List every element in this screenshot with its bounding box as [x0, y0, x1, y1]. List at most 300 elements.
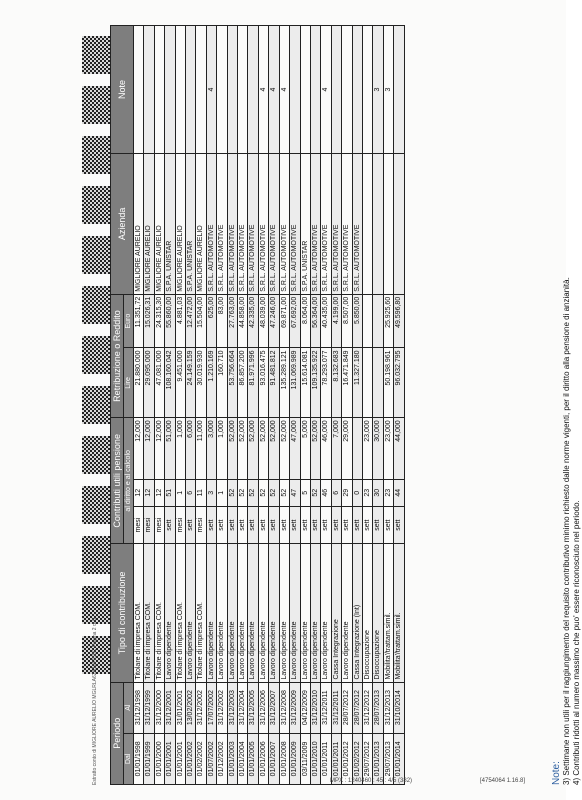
cell-tipo: Lavoro dipendente: [342, 544, 352, 682]
cell-n: 5: [300, 479, 310, 506]
cell-lire: 131.069.989: [290, 348, 300, 418]
cell-note: [290, 26, 300, 154]
cell-euro: 27.763,00: [227, 294, 237, 348]
cell-al: 04/12/2009: [300, 682, 310, 733]
cell-note: [310, 26, 320, 154]
cell-tipo: Lavoro dipendente: [206, 544, 216, 682]
cell-dal: 01/01/2012: [342, 733, 352, 784]
cell-tipo: Mobilita'/trattam.simil.: [394, 544, 404, 682]
cell-az: MIGLIORE AURELIO: [134, 154, 144, 295]
col-lire: Lire: [124, 348, 134, 418]
cell-euro: 24.315,30: [154, 294, 164, 348]
cell-n: 51: [165, 479, 175, 506]
table-body: [134, 26, 405, 785]
cell-az: S.R.L. AUTOMOTIVE: [352, 154, 362, 295]
cell-az: [362, 154, 372, 295]
cell-lire: 81.971.996: [248, 348, 258, 418]
cell-dal: 01/02/2002: [196, 733, 206, 784]
cell-u: mesi: [134, 506, 144, 543]
cell-lire: 16.471.849: [342, 348, 352, 418]
cell-note: [196, 26, 206, 154]
cell-az: S.R.L. AUTOMOTIVE: [206, 154, 216, 295]
cell-c: 12,000: [154, 418, 164, 479]
cell-euro: 67.692,00: [290, 294, 300, 348]
cell-dal: 01/01/2008: [279, 733, 289, 784]
cell-euro: 4.881,03: [175, 294, 185, 348]
cell-lire: 109.135.922: [310, 348, 320, 418]
cell-az: S.R.L. AUTOMOTIVE: [310, 154, 320, 295]
cell-c: 52,000: [310, 418, 320, 479]
cell-c: 51,000: [165, 418, 175, 479]
cell-u: sett: [206, 506, 216, 543]
cell-lire: [362, 348, 372, 418]
cell-note: [362, 26, 372, 154]
cell-euro: 48.039,00: [258, 294, 268, 348]
cell-u: mesi: [175, 506, 185, 543]
cell-tipo: Lavoro dipendente: [217, 544, 227, 682]
note-3: 3) Settimane non utili per il raggiungimento del requisito contributivo minimo richiesto dalle norme vigenti, per il diritto alla pensione di anzianità.: [562, 277, 571, 785]
cell-az: S.R.L. AUTOMOTIVE: [227, 154, 237, 295]
cell-al: 31/12/2011: [321, 682, 331, 733]
cell-note: [186, 26, 196, 154]
cell-u: sett: [331, 506, 341, 543]
table-row: [269, 26, 279, 785]
cell-note: [331, 26, 341, 154]
cell-az: S.R.L. AUTOMOTIVE: [331, 154, 341, 295]
cell-euro: [373, 294, 383, 348]
cell-dal: 01/01/2011: [331, 733, 341, 784]
cell-lire: 96.032.795: [394, 348, 404, 418]
cell-note: [144, 26, 154, 154]
cell-c: 47,000: [290, 418, 300, 479]
cell-note: 4: [279, 26, 289, 154]
cell-dal: 01/01/2009: [290, 733, 300, 784]
table-row: [144, 26, 154, 785]
cell-c: 52,000: [238, 418, 248, 479]
table-row: [165, 26, 175, 785]
cell-tipo: Lavoro dipendente: [248, 544, 258, 682]
cell-euro: 44.858,00: [238, 294, 248, 348]
page-footer: Estratto conto di MIGLIORE AURELIO MGLRLA62A10F158C Pagina 2 di 5: [92, 617, 98, 785]
cell-tipo: Lavoro dipendente: [269, 544, 279, 682]
cell-al: 31/01/2001: [175, 682, 185, 733]
cell-n: 52: [258, 479, 268, 506]
cell-dal: 01/01/2003: [227, 733, 237, 784]
cell-tipo: Lavoro dipendente: [300, 544, 310, 682]
cell-az: S.P.A. UNISTAR: [186, 154, 196, 295]
col-contributi: Contributi utili pensione: [111, 418, 124, 544]
cell-note: [134, 26, 144, 154]
cell-euro: 15.504,00: [196, 294, 206, 348]
cell-dal: 01/01/2004: [238, 733, 248, 784]
cell-az: MIGLIORE AURELIO: [175, 154, 185, 295]
cell-az: S.R.L. AUTOMOTIVE: [217, 154, 227, 295]
cell-dal: 01/12/2002: [217, 733, 227, 784]
cell-note: 3: [373, 26, 383, 154]
cell-c: 52,000: [248, 418, 258, 479]
table-row: [394, 26, 404, 785]
cell-note: 4: [258, 26, 268, 154]
cell-n: 29: [342, 479, 352, 506]
cell-euro: 8.064,00: [300, 294, 310, 348]
cell-az: MIGLIORE AURELIO: [196, 154, 206, 295]
cell-az: MIGLIORE AURELIO: [154, 154, 164, 295]
cell-euro: 11.351,72: [134, 294, 144, 348]
cell-dal: 29/07/2013: [383, 733, 393, 784]
cell-euro: 625,00: [206, 294, 216, 348]
table-row: [362, 26, 372, 785]
cell-lire: 86.857.200: [238, 348, 248, 418]
cell-u: sett: [352, 506, 362, 543]
cell-c: 1,000: [217, 418, 227, 479]
table-row: [290, 26, 300, 785]
cell-c: 12,000: [144, 418, 154, 479]
cell-n: 12: [154, 479, 164, 506]
table-row: [238, 26, 248, 785]
cell-n: 46: [321, 479, 331, 506]
cell-tipo: Lavoro dipendente: [279, 544, 289, 682]
cell-u: sett: [248, 506, 258, 543]
cell-az: [373, 154, 383, 295]
cell-az: S.P.A. UNISTAR: [165, 154, 175, 295]
cell-al: 28/07/2012: [342, 682, 352, 733]
table-row: [352, 26, 362, 785]
cell-az: [383, 154, 393, 295]
table-row: [279, 26, 289, 785]
cell-dal: 01/01/2007: [269, 733, 279, 784]
cell-u: sett: [165, 506, 175, 543]
cell-n: 52: [269, 479, 279, 506]
cell-az: S.P.A. UNISTAR: [300, 154, 310, 295]
col-note: Note: [111, 26, 134, 154]
table-row: [300, 26, 310, 785]
cell-dal: 01/01/2010: [310, 733, 320, 784]
cell-tipo: Disoccupazione: [362, 544, 372, 682]
table-row: [321, 26, 331, 785]
cell-n: 52: [279, 479, 289, 506]
cell-al: 31/12/2005: [248, 682, 258, 733]
cell-al: 17/07/2002: [206, 682, 216, 733]
cell-u: sett: [362, 506, 372, 543]
cell-az: [394, 154, 404, 295]
table-row: [373, 26, 383, 785]
cell-u: sett: [383, 506, 393, 543]
cell-tipo: Lavoro dipendente: [238, 544, 248, 682]
notes-title: Note:: [551, 761, 562, 785]
cell-tipo: Disoccupazione: [373, 544, 383, 682]
cell-u: mesi: [144, 506, 154, 543]
cell-az: S.R.L. AUTOMOTIVE: [342, 154, 352, 295]
cell-n: 23: [362, 479, 372, 506]
cell-dal: 01/01/2001: [175, 733, 185, 784]
cell-c: 29,000: [342, 418, 352, 479]
cell-euro: 5.850,00: [352, 294, 362, 348]
cell-euro: 49.596,80: [394, 294, 404, 348]
cell-u: sett: [373, 506, 383, 543]
cell-c: 3,000: [206, 418, 216, 479]
cell-euro: 55.860,00: [165, 294, 175, 348]
cell-c: 44,000: [394, 418, 404, 479]
cell-c: 46,000: [321, 418, 331, 479]
cell-note: [154, 26, 164, 154]
cell-lire: 9.451.000: [175, 348, 185, 418]
cell-note: [217, 26, 227, 154]
cell-al: 31/12/2002: [196, 682, 206, 733]
cell-az: MIGLIORE AURELIO: [144, 154, 154, 295]
cell-note: 4: [269, 26, 279, 154]
cell-tipo: Cassa Integrazione (Int): [352, 544, 362, 682]
cell-lire: 91.481.812: [269, 348, 279, 418]
stamp-left: MPX : 1240460 : 45 : 4/5 (382): [330, 778, 413, 784]
cell-tipo: Lavoro dipendente: [165, 544, 175, 682]
cell-c: 1,000: [175, 418, 185, 479]
cell-n: 3: [206, 479, 216, 506]
cell-dal: 01/02/2012: [352, 733, 362, 784]
col-al: Al: [124, 682, 134, 733]
cell-u: sett: [269, 506, 279, 543]
cell-n: 6: [331, 479, 341, 506]
cell-lire: 47.081.000: [154, 348, 164, 418]
cell-dal: 01/01/1999: [144, 733, 154, 784]
cell-al: 31/12/2013: [383, 682, 393, 733]
table-row: [217, 26, 227, 785]
cell-lire: 78.293.077: [321, 348, 331, 418]
table-row: [310, 26, 320, 785]
table-row: [248, 26, 258, 785]
cell-lire: 108.160.042: [165, 348, 175, 418]
cell-u: sett: [186, 506, 196, 543]
cell-lire: 160.710: [217, 348, 227, 418]
cell-n: 30: [373, 479, 383, 506]
table-row: [134, 26, 144, 785]
cell-note: [165, 26, 175, 154]
cell-al: 28/07/2013: [373, 682, 383, 733]
cell-n: 52: [248, 479, 258, 506]
cell-u: mesi: [196, 506, 206, 543]
cell-al: 31/12/2001: [165, 682, 175, 733]
cell-lire: 11.327.180: [352, 348, 362, 418]
table-row: [258, 26, 268, 785]
cell-u: sett: [227, 506, 237, 543]
cell-dal: 01/01/2011: [321, 733, 331, 784]
cell-note: 3: [383, 26, 393, 154]
cell-dal: 29/07/2012: [362, 733, 372, 784]
cell-al: 31/12/2004: [238, 682, 248, 733]
cell-n: 52: [310, 479, 320, 506]
cell-al: 31/12/1999: [144, 682, 154, 733]
cell-c: 23,000: [362, 418, 372, 479]
table-row: [331, 26, 341, 785]
col-sub-contributi: al diritto e al calcolo: [124, 418, 134, 544]
cell-al: 31/10/2014: [394, 682, 404, 733]
cell-tipo: Mobilita'/trattam.simil.: [383, 544, 393, 682]
cell-note: [342, 26, 352, 154]
cell-al: 31/12/2003: [227, 682, 237, 733]
cell-lire: 53.756.664: [227, 348, 237, 418]
cell-euro: 56.364,00: [310, 294, 320, 348]
cell-tipo: Titolare di impresa COM.: [175, 544, 185, 682]
cell-dal: 01/01/2006: [258, 733, 268, 784]
cell-note: [175, 26, 185, 154]
cell-tipo: Lavoro dipendente: [321, 544, 331, 682]
cell-al: 31/12/1998: [134, 682, 144, 733]
cell-lire: 30.019.930: [196, 348, 206, 418]
cell-note: [394, 26, 404, 154]
cell-c: 23,000: [383, 418, 393, 479]
cell-dal: 01/01/2005: [248, 733, 258, 784]
cell-euro: 47.246,00: [269, 294, 279, 348]
cell-tipo: Cassa Integrazione: [331, 544, 341, 682]
cell-note: [300, 26, 310, 154]
cell-al: 31/12/2000: [154, 682, 164, 733]
cell-dal: 03/11/2009: [300, 733, 310, 784]
cell-u: sett: [342, 506, 352, 543]
cell-n: 6: [186, 479, 196, 506]
cell-note: [238, 26, 248, 154]
cell-tipo: Titolare di impresa COM.: [144, 544, 154, 682]
cell-az: S.R.L. AUTOMOTIVE: [238, 154, 248, 295]
cell-euro: 42.335,00: [248, 294, 258, 348]
cell-u: sett: [321, 506, 331, 543]
table-row: [227, 26, 237, 785]
cell-al: 31/12/2008: [279, 682, 289, 733]
cell-al: 31/12/2010: [310, 682, 320, 733]
cell-n: 52: [227, 479, 237, 506]
cell-n: 52: [238, 479, 248, 506]
cell-note: [227, 26, 237, 154]
cell-tipo: Lavoro dipendente: [290, 544, 300, 682]
cell-n: 1: [175, 479, 185, 506]
cell-dal: 01/01/1998: [134, 733, 144, 784]
cell-n: 23: [383, 479, 393, 506]
cell-az: S.R.L. AUTOMOTIVE: [258, 154, 268, 295]
table-row: [342, 26, 352, 785]
cell-n: 44: [394, 479, 404, 506]
cell-u: mesi: [154, 506, 164, 543]
col-euro: Euro: [124, 294, 134, 348]
cell-lire: 93.016.475: [258, 348, 268, 418]
cell-tipo: Titolare di impresa COM.: [134, 544, 144, 682]
rotated-content: [110, 5, 580, 785]
cell-c: 6,000: [186, 418, 196, 479]
cell-n: 11: [196, 479, 206, 506]
cell-n: 12: [144, 479, 154, 506]
cell-u: sett: [394, 506, 404, 543]
col-azienda: Azienda: [111, 154, 134, 295]
cell-az: S.R.L. AUTOMOTIVE: [269, 154, 279, 295]
cell-tipo: Lavoro dipendente: [227, 544, 237, 682]
cell-lire: 8.132.683: [331, 348, 341, 418]
cell-euro: 12.472,00: [186, 294, 196, 348]
col-tipo: Tipo di contribuzione: [111, 544, 134, 682]
cell-lire: 24.149.159: [186, 348, 196, 418]
cell-n: 1: [217, 479, 227, 506]
cell-u: sett: [258, 506, 268, 543]
col-retribuzione: Retribuzione o Reddito: [111, 294, 124, 418]
cell-euro: 4.199,00: [331, 294, 341, 348]
cell-u: sett: [279, 506, 289, 543]
cell-dal: 01/01/2014: [394, 733, 404, 784]
cell-c: [352, 418, 362, 479]
cell-u: sett: [238, 506, 248, 543]
cell-euro: 83,00: [217, 294, 227, 348]
cell-tipo: Titolare di impresa COM.: [154, 544, 164, 682]
cell-tipo: Lavoro dipendente: [258, 544, 268, 682]
cell-dal: 01/07/2002: [206, 733, 216, 784]
cell-al: 13/02/2002: [186, 682, 196, 733]
cell-note: [248, 26, 258, 154]
cell-al: 28/07/2012: [352, 682, 362, 733]
cell-al: 31/12/2007: [269, 682, 279, 733]
cell-c: 52,000: [258, 418, 268, 479]
cell-c: 5,000: [300, 418, 310, 479]
cell-euro: 25.925,60: [383, 294, 393, 348]
cell-c: 12,000: [134, 418, 144, 479]
cell-lire: [373, 348, 383, 418]
cell-euro: 40.435,00: [321, 294, 331, 348]
cell-note: [352, 26, 362, 154]
cell-lire: 50.198.961: [383, 348, 393, 418]
cell-az: S.R.L. AUTOMOTIVE: [248, 154, 258, 295]
cell-lire: 29.095.000: [144, 348, 154, 418]
table-row: [383, 26, 393, 785]
cell-c: 30,000: [373, 418, 383, 479]
notes-section: [552, 277, 582, 785]
cell-c: 7,000: [331, 418, 341, 479]
cell-al: 31/12/2012: [362, 682, 372, 733]
col-dal: Dal: [124, 733, 134, 784]
cell-tipo: Lavoro dipendente: [186, 544, 196, 682]
cell-dal: 01/01/2001: [165, 733, 175, 784]
table-row: [175, 26, 185, 785]
cell-note: 4: [206, 26, 216, 154]
table-row: [196, 26, 206, 785]
table-row: [206, 26, 216, 785]
cell-tipo: Lavoro dipendente: [310, 544, 320, 682]
cell-u: sett: [300, 506, 310, 543]
cell-dal: 01/01/2013: [373, 733, 383, 784]
cell-c: 52,000: [279, 418, 289, 479]
cell-lire: 21.880.000: [134, 348, 144, 418]
cell-lire: 135.289.121: [279, 348, 289, 418]
cell-dal: 01/01/2000: [154, 733, 164, 784]
cell-n: 0: [352, 479, 362, 506]
cell-az: S.R.L. AUTOMOTIVE: [279, 154, 289, 295]
cell-n: 12: [134, 479, 144, 506]
cell-euro: 15.026,31: [144, 294, 154, 348]
cell-c: 52,000: [227, 418, 237, 479]
cell-n: 47: [290, 479, 300, 506]
cell-u: sett: [217, 506, 227, 543]
cell-al: 31/12/2006: [258, 682, 268, 733]
cell-lire: 1.210.169: [206, 348, 216, 418]
cell-note: 4: [321, 26, 331, 154]
cell-al: 31/12/2011: [331, 682, 341, 733]
cell-euro: 8.507,00: [342, 294, 352, 348]
cell-az: S.R.L. AUTOMOTIVE: [321, 154, 331, 295]
cell-u: sett: [290, 506, 300, 543]
cell-tipo: Titolare di impresa COM.: [196, 544, 206, 682]
cell-euro: 69.871,00: [279, 294, 289, 348]
cell-az: S.R.L. AUTOMOTIVE: [290, 154, 300, 295]
contributions-table: [110, 25, 405, 785]
cell-euro: [362, 294, 372, 348]
note-4: 4) Contributi ridotti al numero massimo che puo' essere riconosciuto nel periodo.: [572, 500, 581, 785]
cell-dal: 01/01/2002: [186, 733, 196, 784]
table-row: [186, 26, 196, 785]
stamp-right: [4754064 1.16.8]: [480, 778, 526, 784]
cell-c: 11,000: [196, 418, 206, 479]
